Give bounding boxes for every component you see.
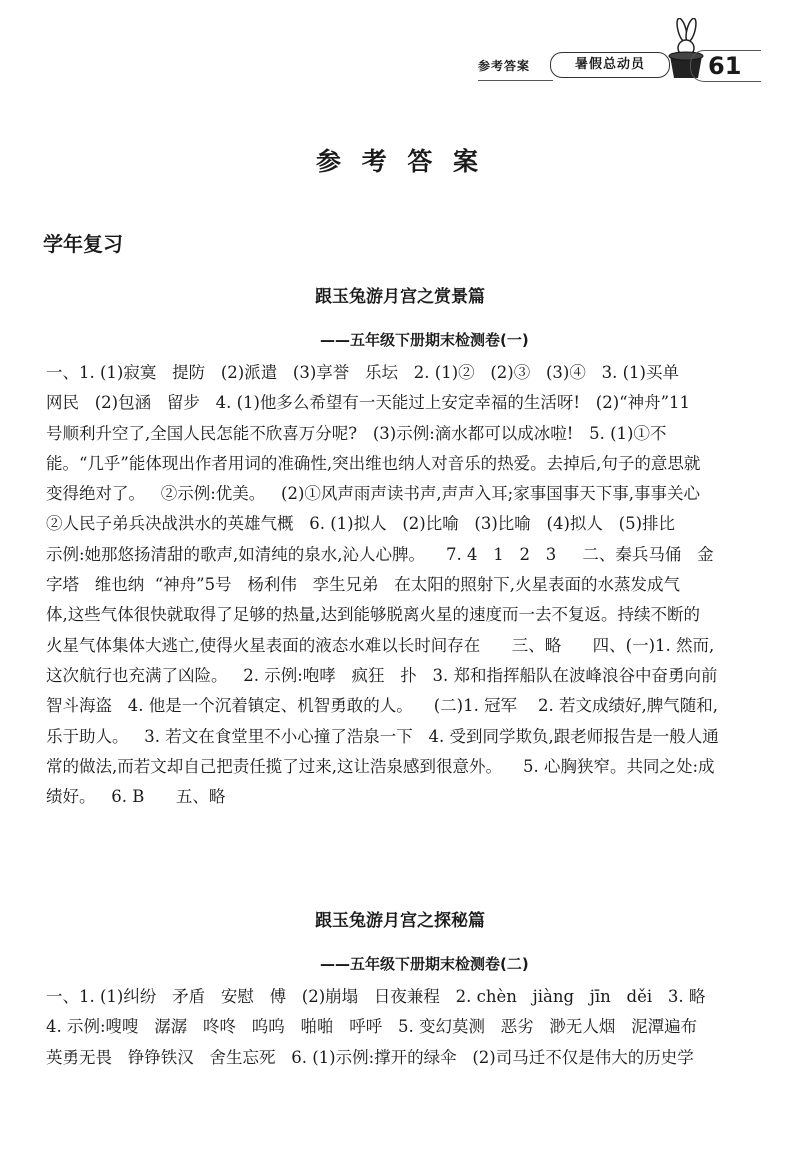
answer-line: 乐于助人。 3. 若文在食堂里不小心撞了浩泉一下 4. 受到同学欺负,跟老师报告是一般人通 (46, 726, 719, 746)
answer-line: 智斗海盗 4. 他是一个沉着镇定、机智勇敢的人。 (二)1. 冠军 2. 若文成绩好,脾气随和, (46, 696, 719, 716)
answer-line: 能。“几乎”能体现出作者用词的准确性,突出维也纳人对音乐的热爱。去掉后,句子的意思就 (46, 453, 701, 473)
part2-title: 跟玉兔游月宫之探秘篇 (315, 911, 485, 931)
answer-line: 4. 示例:嗖嗖 潺潺 咚咚 呜呜 啪啪 呼呼 5. 变幻莫测 恶劣 渺无人烟 泥潭遍布 (46, 1017, 698, 1037)
answer-line: 示例:她那悠扬清甜的歌声,如清纯的泉水,沁人心脾。 7. 4 1 2 3 二、秦兵马俑 金 (46, 544, 714, 564)
answer-line: 体,这些气体很快就取得了足够的热量,达到能够脱离火星的速度而一去不复返。持续不断的 (46, 605, 700, 625)
answer-line: 常的做法,而若文却自己把责任揽了过来,这让浩泉感到很意外。 5. 心胸狭窄。共同之处:成 (46, 756, 715, 776)
part1-subtitle: ——五年级下册期末检测卷(一) (320, 331, 529, 349)
page-header (0, 40, 800, 90)
part1-answers (46, 358, 758, 812)
answer-line: 字塔 维也纳 “神舟”5号 杨利伟 孪生兄弟 在太阳的照射下,火星表面的水蒸发成气 (46, 575, 681, 595)
book-title-badge: 暑假总动员 (550, 52, 670, 78)
page-title: 参 考 答 案 (315, 147, 485, 176)
answer-line: 一、1. (1)寂寞 提防 (2)派遣 (3)享誉 乐坛 2. (1)② (2)③ (3)④ 3. (1)买单 (46, 363, 679, 382)
part2-answers (46, 982, 758, 1073)
header-rule (478, 80, 553, 81)
part2-subtitle: ——五年级下册期末检测卷(二) (320, 955, 529, 973)
answer-line: 网民 (2)包涵 留步 4. (1)他多么希望有一天能过上安定幸福的生活呀! (2)“神舟”11 (46, 393, 691, 413)
answer-line: 英勇无畏 铮铮铁汉 舍生忘死 6. (1)示例:撑开的绿伞 (2)司马迁不仅是伟大的历史学 (46, 1047, 694, 1067)
answer-line: 号顺利升空了,全国人民怎能不欣喜万分呢? (3)示例:滴水都可以成冰啦! 5. (1)①不 (46, 423, 667, 443)
page-number: 61 (708, 52, 742, 80)
section-title: 学年复习 (43, 232, 123, 256)
answer-line: ②人民子弟兵决战洪水的英雄气概 6. (1)拟人 (2)比喻 (3)比喻 (4)拟人 (5)排比 (46, 514, 676, 534)
part1-title: 跟玉兔游月宫之赏景篇 (315, 287, 485, 307)
header-label: 参考答案 (478, 59, 531, 73)
answer-line: 一、1. (1)纠纷 矛盾 安慰 傅 (2)崩塌 日夜兼程 2. chèn jiàng jīn děi 3. 略 (46, 987, 706, 1006)
answer-line: 变得绝对了。 ②示例:优美。 (2)①风声雨声读书声,声声入耳;家事国事天下事,事事关心 (46, 484, 700, 504)
answer-line: 绩好。 6. B 五、略 (46, 787, 226, 807)
answer-line: 火星气体集体大逃亡,使得火星表面的液态水难以长时间存在 三、略 四、(一)1. 然而, (46, 635, 715, 655)
answer-line: 这次航行也充满了凶险。 2. 示例:咆哮 疯狂 扑 3. 郑和指挥船队在波峰浪谷中奋勇向前 (46, 665, 718, 685)
